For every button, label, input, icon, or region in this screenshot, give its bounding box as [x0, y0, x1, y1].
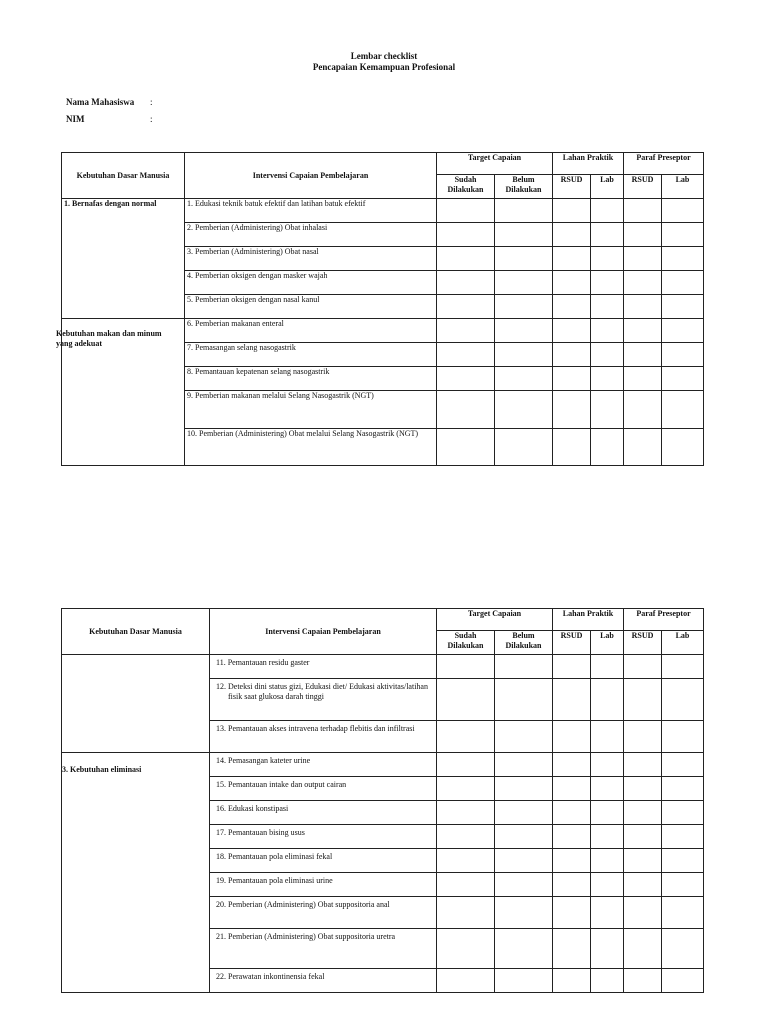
- check-cell[interactable]: [591, 969, 624, 993]
- check-cell[interactable]: [495, 295, 553, 319]
- category-eliminasi: 3. Kebutuhan eliminasi: [62, 765, 142, 774]
- intervention-19: 19. Pemantauan pola eliminasi urine: [210, 873, 437, 897]
- check-cell[interactable]: [553, 271, 591, 295]
- header-intervensi: Intervensi Capaian Pembelajaran: [185, 153, 437, 199]
- check-cell[interactable]: [553, 319, 591, 343]
- check-cell[interactable]: [437, 969, 495, 993]
- check-cell[interactable]: [591, 295, 624, 319]
- check-cell[interactable]: [495, 429, 553, 466]
- check-cell[interactable]: [495, 801, 553, 825]
- check-cell[interactable]: [591, 777, 624, 801]
- check-cell[interactable]: [662, 223, 704, 247]
- intervention-4: 4. Pemberian oksigen dengan masker wajah: [185, 271, 437, 295]
- check-cell[interactable]: [437, 897, 495, 929]
- check-cell[interactable]: [624, 271, 662, 295]
- check-cell[interactable]: [495, 367, 553, 391]
- check-cell[interactable]: [624, 679, 662, 721]
- header-belum: Belum Dilakukan: [495, 175, 553, 199]
- check-cell[interactable]: [624, 199, 662, 223]
- check-cell[interactable]: [437, 247, 495, 271]
- header-rsud: RSUD: [624, 631, 662, 655]
- check-cell[interactable]: [662, 753, 704, 777]
- check-cell[interactable]: [553, 247, 591, 271]
- check-cell[interactable]: [624, 873, 662, 897]
- category-bernafas: 1. Bernafas dengan normal: [62, 199, 185, 319]
- check-cell[interactable]: [553, 849, 591, 873]
- check-cell[interactable]: [591, 429, 624, 466]
- check-cell[interactable]: [495, 199, 553, 223]
- check-cell[interactable]: [662, 801, 704, 825]
- check-cell[interactable]: [624, 391, 662, 429]
- intervention-7: 7. Pemasangan selang nasogastrik: [185, 343, 437, 367]
- check-cell[interactable]: [591, 873, 624, 897]
- header-lab: Lab: [662, 631, 704, 655]
- check-cell[interactable]: [591, 271, 624, 295]
- checklist-table-1: [56, 152, 704, 466]
- intervention-20: 20. Pemberian (Administering) Obat suppositoria anal: [210, 897, 437, 929]
- check-cell[interactable]: [437, 825, 495, 849]
- check-cell[interactable]: [662, 897, 704, 929]
- intervention-17: 17. Pemantauan bising usus: [210, 825, 437, 849]
- intervention-18: 18. Pemantauan pola eliminasi fekal: [210, 849, 437, 873]
- check-cell[interactable]: [591, 721, 624, 753]
- check-cell[interactable]: [662, 199, 704, 223]
- check-cell[interactable]: [662, 849, 704, 873]
- check-cell[interactable]: [624, 969, 662, 993]
- check-cell[interactable]: [495, 777, 553, 801]
- check-cell[interactable]: [437, 295, 495, 319]
- check-cell[interactable]: [591, 343, 624, 367]
- check-cell[interactable]: [662, 929, 704, 969]
- check-cell[interactable]: [662, 295, 704, 319]
- check-cell[interactable]: [662, 367, 704, 391]
- check-cell[interactable]: [437, 391, 495, 429]
- check-cell[interactable]: [591, 849, 624, 873]
- nim-field: [66, 114, 153, 124]
- header-lab: Lab: [591, 631, 624, 655]
- check-cell[interactable]: [553, 777, 591, 801]
- intervention-3: 3. Pemberian (Administering) Obat nasal: [185, 247, 437, 271]
- check-cell[interactable]: [553, 873, 591, 897]
- header-belum: Belum Dilakukan: [495, 631, 553, 655]
- intervention-13: 13. Pemantauan akses intravena terhadap flebitis dan infiltrasi: [210, 721, 437, 753]
- check-cell[interactable]: [662, 319, 704, 343]
- check-cell[interactable]: [495, 825, 553, 849]
- check-cell[interactable]: [662, 391, 704, 429]
- check-cell[interactable]: [437, 801, 495, 825]
- check-cell[interactable]: [495, 969, 553, 993]
- check-cell[interactable]: [591, 223, 624, 247]
- check-cell[interactable]: [495, 271, 553, 295]
- category-prev-cell: [62, 655, 210, 753]
- check-cell[interactable]: [553, 825, 591, 849]
- intervention-21: 21. Pemberian (Administering) Obat suppositoria uretra: [210, 929, 437, 969]
- check-cell[interactable]: [495, 391, 553, 429]
- check-cell[interactable]: [591, 391, 624, 429]
- check-cell[interactable]: [437, 721, 495, 753]
- check-cell[interactable]: [437, 343, 495, 367]
- category-makan-minum-cell: [56, 319, 185, 466]
- intervention-2: 2. Pemberian (Administering) Obat inhalasi: [185, 223, 437, 247]
- check-cell[interactable]: [437, 319, 495, 343]
- check-cell[interactable]: [624, 343, 662, 367]
- check-cell[interactable]: [437, 679, 495, 721]
- check-cell[interactable]: [591, 929, 624, 969]
- check-cell[interactable]: [437, 753, 495, 777]
- check-cell[interactable]: [662, 247, 704, 271]
- check-cell[interactable]: [662, 721, 704, 753]
- header-target-capaian: Target Capaian: [437, 153, 553, 175]
- check-cell[interactable]: [662, 969, 704, 993]
- check-cell[interactable]: [591, 825, 624, 849]
- intervention-1: 1. Edukasi teknik batuk efektif dan latihan batuk efektif: [185, 199, 437, 223]
- category-makan-minum: Kebutuhan makan dan minum yang adekuat: [56, 329, 162, 348]
- check-cell[interactable]: [553, 223, 591, 247]
- check-cell[interactable]: [662, 873, 704, 897]
- check-cell[interactable]: [495, 223, 553, 247]
- check-cell[interactable]: [553, 897, 591, 929]
- check-cell[interactable]: [624, 721, 662, 753]
- header-kebutuhan: Kebutuhan Dasar Manusia: [62, 609, 210, 655]
- check-cell[interactable]: [495, 343, 553, 367]
- check-cell[interactable]: [553, 367, 591, 391]
- check-cell[interactable]: [662, 271, 704, 295]
- check-cell[interactable]: [553, 343, 591, 367]
- intervention-11: 11. Pemantauan residu gaster: [210, 655, 437, 679]
- check-cell[interactable]: [591, 367, 624, 391]
- header-target-capaian: Target Capaian: [437, 609, 553, 631]
- check-cell[interactable]: [624, 295, 662, 319]
- check-cell[interactable]: [624, 319, 662, 343]
- intervention-9: 9. Pemberian makanan melalui Selang Nasogastrik (NGT): [185, 391, 437, 429]
- check-cell[interactable]: [437, 223, 495, 247]
- header-sudah: Sudah Dilakukan: [437, 631, 495, 655]
- check-cell[interactable]: [495, 897, 553, 929]
- check-cell[interactable]: [495, 849, 553, 873]
- nama-mahasiswa-colon: :: [150, 97, 153, 107]
- intervention-8: 8. Pemantauan kepatenan selang nasogastrik: [185, 367, 437, 391]
- header-lab: Lab: [662, 175, 704, 199]
- check-cell[interactable]: [624, 801, 662, 825]
- check-cell[interactable]: [591, 897, 624, 929]
- check-cell[interactable]: [553, 801, 591, 825]
- check-cell[interactable]: [553, 753, 591, 777]
- check-cell[interactable]: [662, 655, 704, 679]
- check-cell[interactable]: [553, 929, 591, 969]
- check-cell[interactable]: [553, 295, 591, 319]
- check-cell[interactable]: [591, 753, 624, 777]
- header-lahan-praktik: Lahan Praktik: [553, 609, 624, 631]
- header-rsud: RSUD: [624, 175, 662, 199]
- check-cell[interactable]: [591, 655, 624, 679]
- check-cell[interactable]: [662, 777, 704, 801]
- check-cell[interactable]: [553, 199, 591, 223]
- document-title: Lembar checklist: [350, 51, 418, 61]
- header-paraf-preseptor: Paraf Preseptor: [624, 609, 704, 631]
- check-cell[interactable]: [495, 929, 553, 969]
- intervention-15: 15. Pemantauan intake dan output cairan: [210, 777, 437, 801]
- check-cell[interactable]: [437, 929, 495, 969]
- check-cell[interactable]: [624, 247, 662, 271]
- check-cell[interactable]: [591, 679, 624, 721]
- check-cell[interactable]: [624, 897, 662, 929]
- category-eliminasi-cell: [62, 753, 210, 993]
- header-rsud: RSUD: [553, 175, 591, 199]
- check-cell[interactable]: [624, 777, 662, 801]
- check-cell[interactable]: [437, 655, 495, 679]
- check-cell[interactable]: [495, 655, 553, 679]
- check-cell[interactable]: [495, 753, 553, 777]
- header-lab: Lab: [591, 175, 624, 199]
- intervention-14: 14. Pemasangan kateter urine: [210, 753, 437, 777]
- intervention-10: 10. Pemberian (Administering) Obat melalui Selang Nasogastrik (NGT): [185, 429, 437, 466]
- check-cell[interactable]: [624, 655, 662, 679]
- header-lahan-praktik: Lahan Praktik: [553, 153, 624, 175]
- header-paraf-preseptor: Paraf Preseptor: [624, 153, 704, 175]
- header-rsud: RSUD: [553, 631, 591, 655]
- header-intervensi: Intervensi Capaian Pembelajaran: [210, 609, 437, 655]
- check-cell[interactable]: [495, 873, 553, 897]
- check-cell[interactable]: [624, 223, 662, 247]
- check-cell[interactable]: [437, 271, 495, 295]
- intervention-6: 6. Pemberian makanan enteral: [185, 319, 437, 343]
- check-cell[interactable]: [495, 721, 553, 753]
- intervention-5: 5. Pemberian oksigen dengan nasal kanul: [185, 295, 437, 319]
- check-cell[interactable]: [662, 343, 704, 367]
- check-cell[interactable]: [624, 367, 662, 391]
- check-cell[interactable]: [437, 873, 495, 897]
- check-cell[interactable]: [591, 247, 624, 271]
- intervention-16: 16. Edukasi konstipasi: [210, 801, 437, 825]
- check-cell[interactable]: [553, 721, 591, 753]
- check-cell[interactable]: [495, 319, 553, 343]
- checklist-table-2: [61, 608, 704, 993]
- check-cell[interactable]: [591, 199, 624, 223]
- check-cell[interactable]: [553, 429, 591, 466]
- check-cell[interactable]: [437, 199, 495, 223]
- nama-mahasiswa-label: Nama Mahasiswa: [66, 97, 135, 107]
- check-cell[interactable]: [437, 777, 495, 801]
- check-cell[interactable]: [624, 849, 662, 873]
- check-cell[interactable]: [495, 247, 553, 271]
- check-cell[interactable]: [437, 849, 495, 873]
- check-cell[interactable]: [624, 429, 662, 466]
- check-cell[interactable]: [495, 679, 553, 721]
- check-cell[interactable]: [553, 655, 591, 679]
- header-sudah: Sudah Dilakukan: [437, 175, 495, 199]
- check-cell[interactable]: [591, 801, 624, 825]
- check-cell[interactable]: [553, 679, 591, 721]
- check-cell[interactable]: [624, 825, 662, 849]
- header-kebutuhan: Kebutuhan Dasar Manusia: [62, 153, 185, 199]
- check-cell[interactable]: [662, 429, 704, 466]
- check-cell[interactable]: [624, 929, 662, 969]
- intervention-12: 12. Deteksi dini status gizi, Edukasi diet/ Edukasi aktivitas/latihan fisik saat glukosa darah tinggi: [210, 679, 437, 721]
- nama-mahasiswa-field: [66, 97, 153, 107]
- check-cell[interactable]: [437, 429, 495, 466]
- check-cell[interactable]: [553, 969, 591, 993]
- check-cell[interactable]: [624, 753, 662, 777]
- check-cell[interactable]: [662, 679, 704, 721]
- check-cell[interactable]: [553, 391, 591, 429]
- document-subtitle: Pencapaian Kemampuan Profesional: [312, 62, 456, 72]
- check-cell[interactable]: [662, 825, 704, 849]
- check-cell[interactable]: [437, 367, 495, 391]
- nim-colon: :: [150, 114, 153, 124]
- intervention-22: 22. Perawatan inkontinensia fekal: [210, 969, 437, 993]
- nim-label: NIM: [66, 114, 85, 124]
- check-cell[interactable]: [591, 319, 624, 343]
